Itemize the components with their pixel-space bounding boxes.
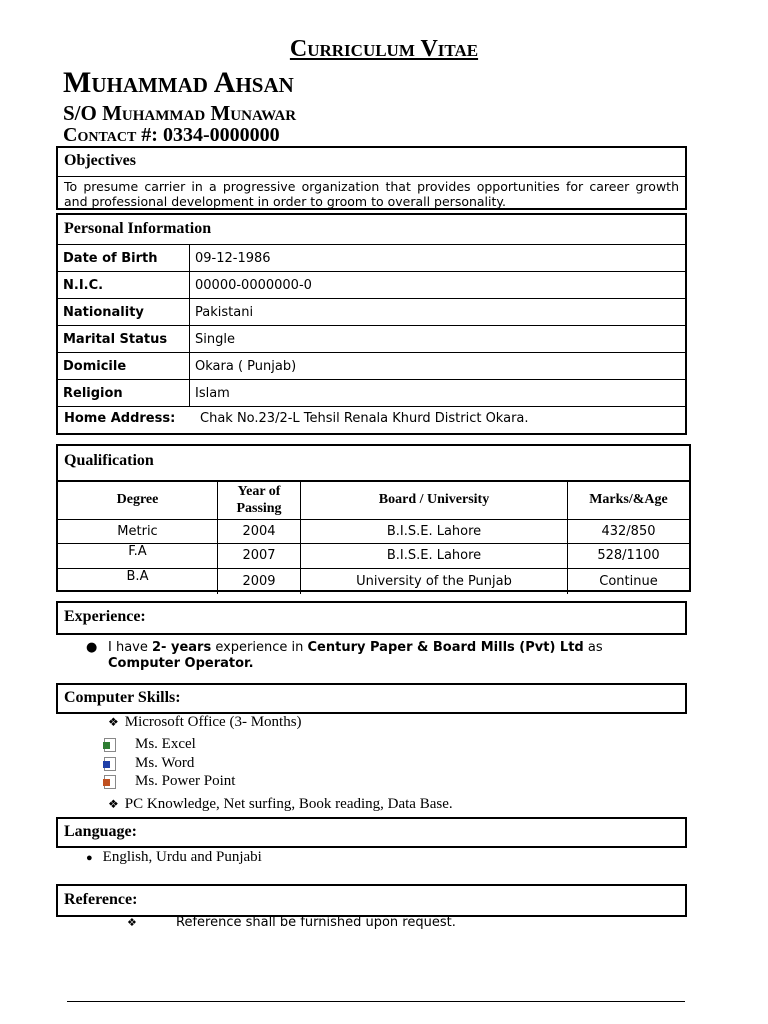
- personal-info-table: [58, 245, 685, 406]
- nic-value: 00000-0000000-0: [190, 272, 686, 299]
- domicile-label: Domicile: [58, 353, 190, 380]
- religion-label: Religion: [58, 380, 190, 407]
- bullet-icon: ●: [86, 852, 93, 864]
- qualification-section: [56, 444, 691, 592]
- marks-cell: 528/1100: [568, 543, 690, 568]
- skill-excel-label: Ms. Excel: [135, 736, 196, 752]
- document-title: Curriculum Vitae: [289, 36, 479, 62]
- degree-cell: B.A: [58, 568, 218, 594]
- experience-company: Century Paper & Board Mills (Pvt) Ltd: [307, 640, 584, 655]
- marital-status-label: Marital Status: [58, 326, 190, 353]
- nationality-value: Pakistani: [190, 299, 686, 326]
- table-row: [58, 519, 689, 543]
- personal-information-section: [56, 213, 687, 435]
- language-heading-box: [56, 817, 687, 848]
- computer-skills-heading: Computer Skills:: [64, 689, 181, 706]
- table-row: [58, 568, 689, 594]
- dob-label: Date of Birth: [58, 245, 190, 272]
- religion-value: Islam: [190, 380, 686, 407]
- personal-information-heading: Personal Information: [58, 215, 685, 245]
- table-row: [58, 272, 685, 299]
- skill-office-label: Microsoft Office (3- Months): [124, 714, 302, 730]
- experience-role: Computer Operator.: [108, 656, 254, 671]
- computer-skills-heading-box: [56, 683, 687, 714]
- candidate-name: Muhammad Ahsan: [63, 66, 294, 99]
- marks-column-header: Marks/&Age: [568, 482, 690, 519]
- marks-cell: Continue: [568, 568, 690, 594]
- year-cell: 2009: [218, 568, 301, 594]
- qualification-heading: Qualification: [58, 446, 689, 482]
- experience-item: [88, 640, 678, 672]
- degree-column-header: Degree: [58, 482, 218, 519]
- board-cell: University of the Punjab: [301, 568, 568, 594]
- contact-number: Contact #: 0334-0000000: [63, 124, 280, 146]
- skill-excel: [104, 736, 196, 753]
- table-row: [58, 299, 685, 326]
- reference-heading-box: [56, 884, 687, 917]
- degree-cell: F.A: [58, 543, 218, 568]
- table-row: [58, 245, 685, 272]
- diamond-bullet-icon: ❖: [127, 916, 137, 929]
- father-name: S/O Muhammad Munawar: [63, 101, 297, 125]
- powerpoint-icon: [104, 775, 116, 789]
- objectives-section: [56, 146, 687, 210]
- skill-word: [104, 755, 194, 772]
- skill-office: [108, 714, 302, 731]
- diamond-bullet-icon: ❖: [108, 715, 119, 729]
- year-cell: 2004: [218, 519, 301, 543]
- skill-word-label: Ms. Word: [135, 755, 195, 771]
- skill-powerpoint: [104, 773, 235, 790]
- nic-label: N.I.C.: [58, 272, 190, 299]
- footer-divider: [67, 1001, 685, 1002]
- dob-value: 09-12-1986: [190, 245, 686, 272]
- year-column-header: Year of Passing: [218, 482, 301, 519]
- word-icon: [104, 757, 116, 771]
- experience-heading-box: [56, 601, 687, 635]
- domicile-value: Okara ( Punjab): [190, 353, 686, 380]
- home-address-value: Chak No.23/2-L Tehsil Renala Khurd District Okara.: [200, 411, 529, 426]
- marital-status-value: Single: [190, 326, 686, 353]
- year-cell: 2007: [218, 543, 301, 568]
- excel-icon: [104, 738, 116, 752]
- objectives-text: To presume carrier in a progressive organization that provides opportunities for career growth and professional development in order to groom to overall personality.: [64, 179, 679, 209]
- home-address-label: Home Address:: [64, 411, 176, 426]
- experience-text: experience in: [211, 640, 308, 655]
- board-column-header: Board / University: [301, 482, 568, 519]
- reference-item: [127, 915, 456, 930]
- reference-text: Reference shall be furnished upon request.: [176, 915, 456, 930]
- degree-cell: Metric: [58, 519, 218, 543]
- table-header-row: [58, 482, 689, 519]
- qualification-table: [58, 482, 689, 594]
- experience-text: I have: [108, 640, 152, 655]
- skill-other: [108, 796, 453, 813]
- experience-years: 2- years: [152, 640, 212, 655]
- nationality-label: Nationality: [58, 299, 190, 326]
- board-cell: B.I.S.E. Lahore: [301, 519, 568, 543]
- diamond-bullet-icon: ❖: [108, 797, 119, 811]
- language-item: [86, 849, 262, 866]
- experience-text: as: [583, 640, 603, 655]
- objectives-heading: Objectives: [58, 148, 685, 177]
- table-row: [58, 326, 685, 353]
- skill-other-label: PC Knowledge, Net surfing, Book reading, Data Base.: [124, 796, 453, 812]
- home-address-row: [58, 406, 685, 433]
- marks-cell: 432/850: [568, 519, 690, 543]
- table-row: [58, 380, 685, 407]
- experience-heading: Experience:: [64, 608, 146, 625]
- reference-heading: Reference:: [64, 891, 138, 908]
- bullet-icon: ●: [86, 640, 98, 655]
- board-cell: B.I.S.E. Lahore: [301, 543, 568, 568]
- skill-powerpoint-label: Ms. Power Point: [135, 773, 236, 789]
- language-heading: Language:: [64, 823, 137, 840]
- table-row: [58, 543, 689, 568]
- language-text: English, Urdu and Punjabi: [102, 849, 262, 865]
- table-row: [58, 353, 685, 380]
